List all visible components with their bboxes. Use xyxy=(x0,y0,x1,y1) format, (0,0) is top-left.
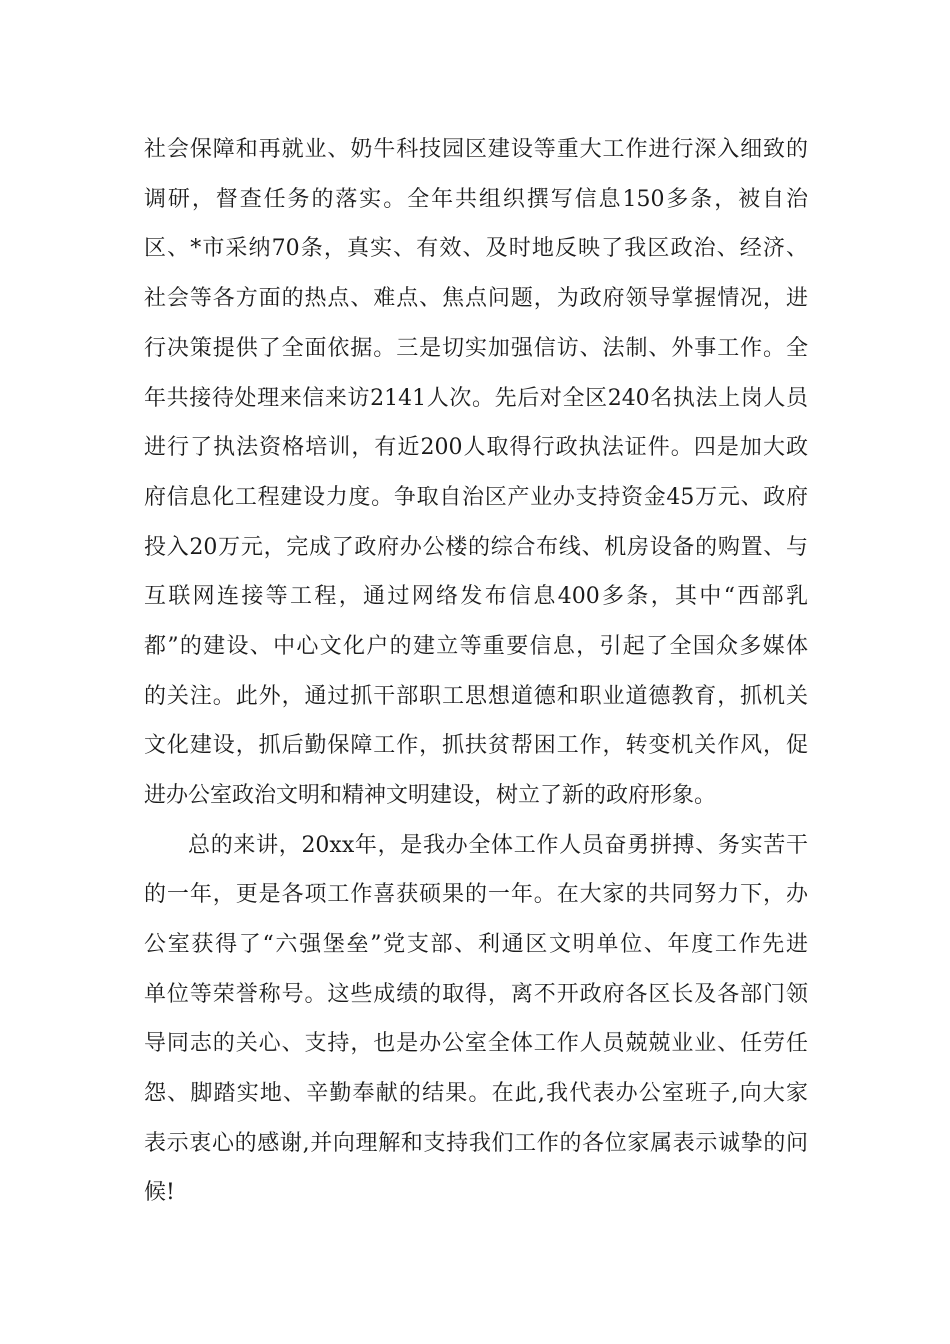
paragraph-2-line-2: 的一年，更是各项工作喜获硕果的一年。在大家的共同努力下，办 xyxy=(144,882,808,907)
paragraph-1-line-14: 进办公室政治文明和精神文明建设，树立了新的政府形象。 xyxy=(144,783,717,808)
paragraph-1-line-8: 府信息化工程建设力度。争取自治区产业办支持资金45万元、政府 xyxy=(144,485,808,510)
paragraph-1-line-1: 社会保障和再就业、奶牛科技园区建设等重大工作进行深入细致的 xyxy=(144,137,808,162)
paragraph-1-line-11: 都”的建设、中心文化户的建立等重要信息，引起了全国众多媒体 xyxy=(144,634,808,659)
paragraph-1-line-7: 进行了执法资格培训，有近200人取得行政执法证件。四是加大政 xyxy=(144,435,808,460)
paragraph-1-line-12: 的关注。此外，通过抓干部职工思想道德和职业道德教育，抓机关 xyxy=(144,684,808,709)
paragraph-1-line-2: 调研，督查任务的落实。全年共组织撰写信息150多条，被自治 xyxy=(144,187,808,212)
paragraph-1-line-4: 社会等各方面的热点、难点、焦点问题，为政府领导掌握情况，进 xyxy=(144,286,808,311)
paragraph-1-line-5: 行决策提供了全面依据。三是切实加强信访、法制、外事工作。全 xyxy=(144,336,808,361)
paragraph-1-line-10: 互联网连接等工程，通过网络发布信息400多条，其中“西部乳 xyxy=(144,584,808,609)
paragraph-1-line-3: 区、*市采纳70条，真实、有效、及时地反映了我区政治、经济、 xyxy=(144,236,808,261)
paragraph-2-line-8: 候! xyxy=(144,1180,175,1205)
paragraph-2-line-6: 怨、脚踏实地、辛勤奉献的结果。在此,我代表办公室班子,向大家 xyxy=(144,1081,808,1106)
paragraph-2-line-3: 公室获得了“六强堡垒”党支部、利通区文明单位、年度工作先进 xyxy=(144,932,808,957)
paragraph-2-line-7: 表示衷心的感谢,并向理解和支持我们工作的各位家属表示诚挚的问 xyxy=(144,1131,808,1156)
paragraph-2-line-4: 单位等荣誉称号。这些成绩的取得，离不开政府各区长及各部门领 xyxy=(144,982,808,1007)
paragraph-1-line-6: 年共接待处理来信来访2141人次。先后对全区240名执法上岗人员 xyxy=(144,386,808,411)
paragraph-2-line-1: 总的来讲，20xx年，是我办全体工作人员奋勇拼搏、务实苦干 xyxy=(188,833,808,858)
paragraph-2-line-5: 导同志的关心、支持，也是办公室全体工作人员兢兢业业、任劳任 xyxy=(144,1031,808,1056)
paragraph-1-line-13: 文化建设，抓后勤保障工作，抓扶贫帮困工作，转变机关作风，促 xyxy=(144,733,808,758)
paragraph-1-line-9: 投入20万元，完成了政府办公楼的综合布线、机房设备的购置、与 xyxy=(144,535,808,560)
